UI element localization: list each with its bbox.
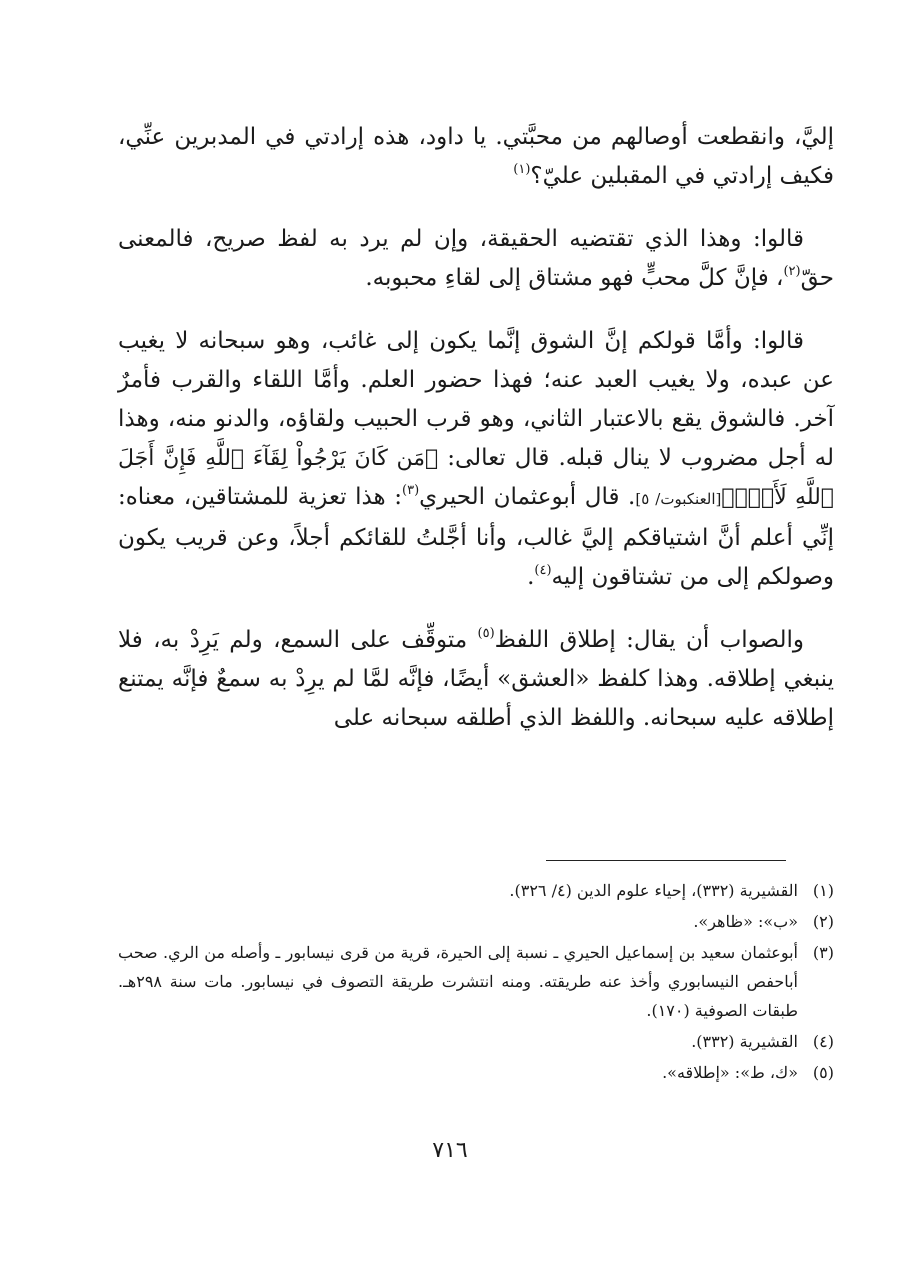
footnote-number: (٢)	[812, 912, 834, 931]
footnote-ref-3[interactable]: (٣)	[402, 483, 420, 498]
footnote-ref-4[interactable]: (٤)	[534, 563, 552, 578]
footnote-ref-1[interactable]: (١)	[513, 162, 531, 177]
footnote-text: القشيرية (٣٣٢).	[691, 1032, 798, 1051]
text-run: : هذا تعزية للمشتاقين، معناه: إنِّي أعلم أنَّ اشتياقكم إليَّ غالب، وأنا أجَّلتُ للقائكم أجلاً، وعن قريب يكون وصولكم إلى من تشتاقون إليه	[118, 484, 834, 590]
footnote-text: القشيرية (٣٣٢)، إحياء علوم الدين (٤/ ٣٢٦).	[509, 881, 798, 900]
footnote-separator	[546, 860, 786, 861]
paragraph-4	[118, 621, 834, 738]
page-number: ٧١٦	[432, 1138, 468, 1163]
text-run: قالوا: وأمَّا قولكم إنَّ الشوق إنَّما يكون إلى غائب، وهو سبحانه لا يغيب عن عبده، ولا يغيب العبد عنه؛ فهذا حضور العلم. وأمَّا اللقاء والقرب فأمرٌ آخر. فالشوق يقع بالاعتبار الثاني، وهو قرب الحبيب ولقاؤه، والدنو منه، وهذا له أجل مضروب لا ينال قبله. قال تعالى:	[118, 328, 834, 471]
footnote-text: «ك، ط»: «إطلاقه».	[662, 1063, 798, 1082]
verse-citation: [العنكبوت/ ٥]	[635, 490, 722, 508]
paragraph-3	[118, 322, 834, 597]
text-run: متوقِّف على السمع، ولم يَرِدْ به، فلا ينبغي إطلاقه. وهذا كلفظ «العشق» أيضًا، فإنَّه لمَّا لم يرِدْ به سمعٌ فإنَّه يمتنع إطلاقه عليه سبحانه. واللفظ الذي أطلقه سبحانه على	[118, 627, 834, 731]
footnote-line: طريقة التصوف في نيسابور. مات سنة ٢٩٨هـ. طبقات الصوفية (١٧٠).	[118, 972, 798, 1020]
text-run: إليَّ، وانقطعت أوصالهم من محبَّتي. يا داود، هذه إرادتي في المدبرين عنِّي، فكيف إرادتي في المقبلين عليّ؟	[118, 124, 834, 189]
footnotes	[118, 876, 834, 1089]
quran-verse: ﴿مَن كَانَ يَرْجُواْ لِقَآءَ ٱللَّهِ فَإِنَّ أَجَلَ ٱللَّهِ لَأَتٍۚ﴾	[118, 446, 835, 510]
footnote-ref-5[interactable]: (٥)	[477, 626, 495, 641]
text-run: والصواب أن يقال: إطلاق اللفظ	[494, 627, 804, 653]
footnote-3	[118, 938, 834, 1025]
footnote-2	[118, 907, 834, 936]
paragraph-2	[118, 220, 834, 298]
footnote-ref-2[interactable]: (٢)	[783, 264, 801, 279]
footnote-text: «ب»: «ظاهر».	[693, 912, 798, 931]
footnote-text	[118, 938, 798, 1025]
footnote-4	[118, 1027, 834, 1056]
footnote-line: أبوعثمان سعيد بن إسماعيل الحيري ـ نسبة إلى الحيرة، قرية من قرى نيسابور ـ	[275, 943, 798, 962]
footnote-number: (٣)	[812, 943, 834, 962]
text-run: .	[527, 564, 535, 590]
paragraph-1	[118, 118, 834, 196]
footnote-number: (١)	[812, 881, 834, 900]
text-run: قالوا: وهذا الذي تقتضيه الحقيقة، وإن لم يرد به لفظ صريح، فالمعنى حقّ	[118, 226, 834, 291]
footnote-line: وأصله من الري. صحب أباحفص النيسابوري وأخذ عنه طريقته. ومنه انتشرت	[118, 943, 798, 991]
footnote-number: (٤)	[812, 1032, 834, 1051]
footnote-number: (٥)	[812, 1063, 834, 1082]
footnote-5	[118, 1058, 834, 1087]
footnote-1	[118, 876, 834, 905]
text-run: ، فإنَّ كلَّ محبٍّ فهو مشتاق إلى لقاءِ محبوبه.	[365, 265, 784, 291]
main-text	[118, 118, 834, 762]
text-run: . قال أبوعثمان الحيري	[419, 484, 636, 510]
